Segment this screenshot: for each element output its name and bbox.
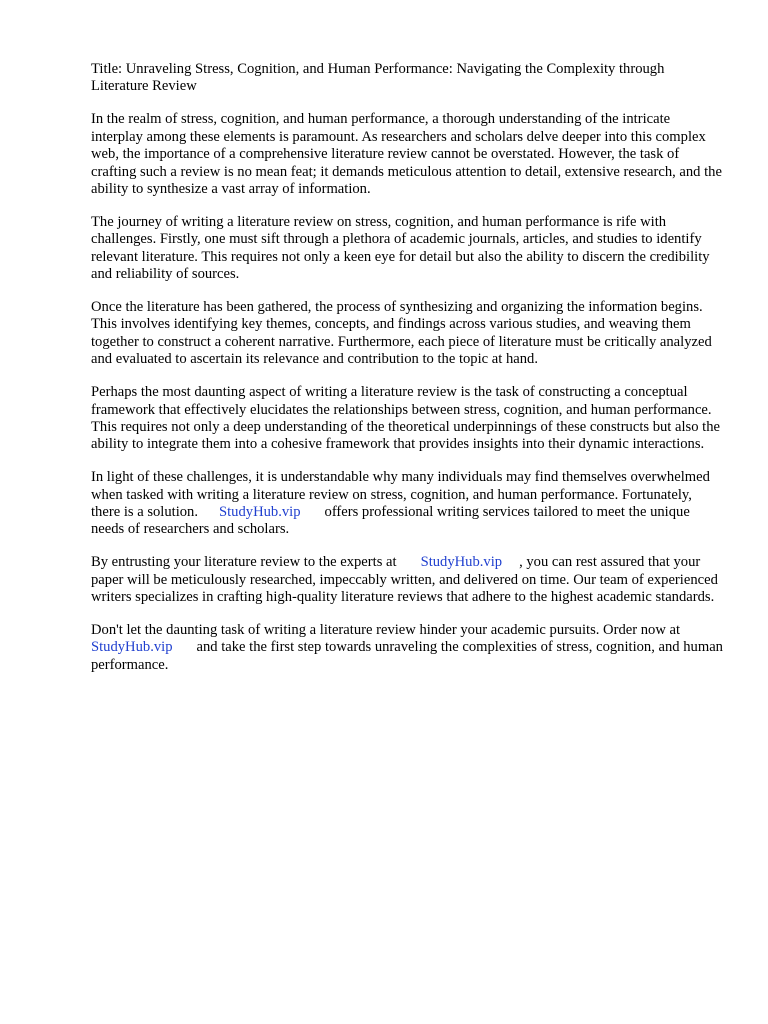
- paragraph-experts: [91, 554, 723, 606]
- studyhub-link[interactable]: StudyHub.vip: [420, 554, 503, 571]
- paragraph-experts-text-after: , you can rest assured that your paper will be meticulously researched, impeccably written, and delivered on time. Our team of experienced writers specializes in crafting high-quality literature reviews that adhere to the highest academic standards.: [91, 554, 718, 606]
- paragraph-cta-text-after: and take the first step towards unraveling the complexities of stress, cognition, and human performance.: [91, 639, 723, 673]
- paragraph-challenges: The journey of writing a literature review on stress, cognition, and human performance is rife with challenges. Firstly, one must sift through a plethora of academic journals, articles, and studies to identify relevant literature. This requires not only a keen eye for detail but also the ability to discern the credibility and reliability of sources.: [91, 213, 710, 283]
- paragraph-intro: In the realm of stress, cognition, and human performance, a thorough understanding of the intricate interplay among these elements is paramount. As researchers and scholars delve deeper into this complex web, the importance of a comprehensive literature review cannot be overstated. However, the task of crafting such a review is no mean feat; it demands meticulous attention to detail, extensive research, and the ability to synthesize a vast array of information.: [91, 111, 722, 197]
- paragraph-framework: Perhaps the most daunting aspect of writing a literature review is the task of constructing a conceptual framework that effectively elucidates the relationships between stress, cognition, and human performance. This requires not only a deep understanding of the theoretical underpinnings of these constructs but also the ability to integrate them into a cohesive framework that provides insights into their dynamic interactions.: [91, 384, 720, 453]
- paragraph-experts-text-before: By entrusting your literature review to the experts at: [91, 554, 397, 571]
- studyhub-link[interactable]: StudyHub.vip: [219, 504, 301, 521]
- document-page: [91, 61, 723, 690]
- studyhub-link[interactable]: StudyHub.vip: [91, 639, 173, 656]
- paragraph-cta-text-before: Don't let the daunting task of writing a literature review hinder your academic pursuits. Order now at: [91, 622, 681, 639]
- paragraph-solution: [91, 469, 723, 539]
- paragraph-synthesis: Once the literature has been gathered, the process of synthesizing and organizing the information begins. This involves identifying key themes, concepts, and findings across various studies, and weaving them together to construct a coherent narrative. Furthermore, each piece of literature must be critically analyzed and evaluated to ascertain its relevance and contribution to the topic at hand.: [91, 298, 712, 368]
- paragraph-solution-text-before: In light of these challenges, it is understandable why many individuals may find themselves overwhelmed when tasked with writing a literature review on stress, cognition, and human performance. Fortunately, there is a solution.: [91, 469, 710, 521]
- document-title: Title: Unraveling Stress, Cognition, and Human Performance: Navigating the Complexity through Literature Review: [91, 61, 665, 95]
- paragraph-solution-text-after: offers professional writing services tailored to meet the unique needs of researchers and scholars.: [91, 504, 690, 538]
- paragraph-call-to-action: [91, 622, 723, 674]
